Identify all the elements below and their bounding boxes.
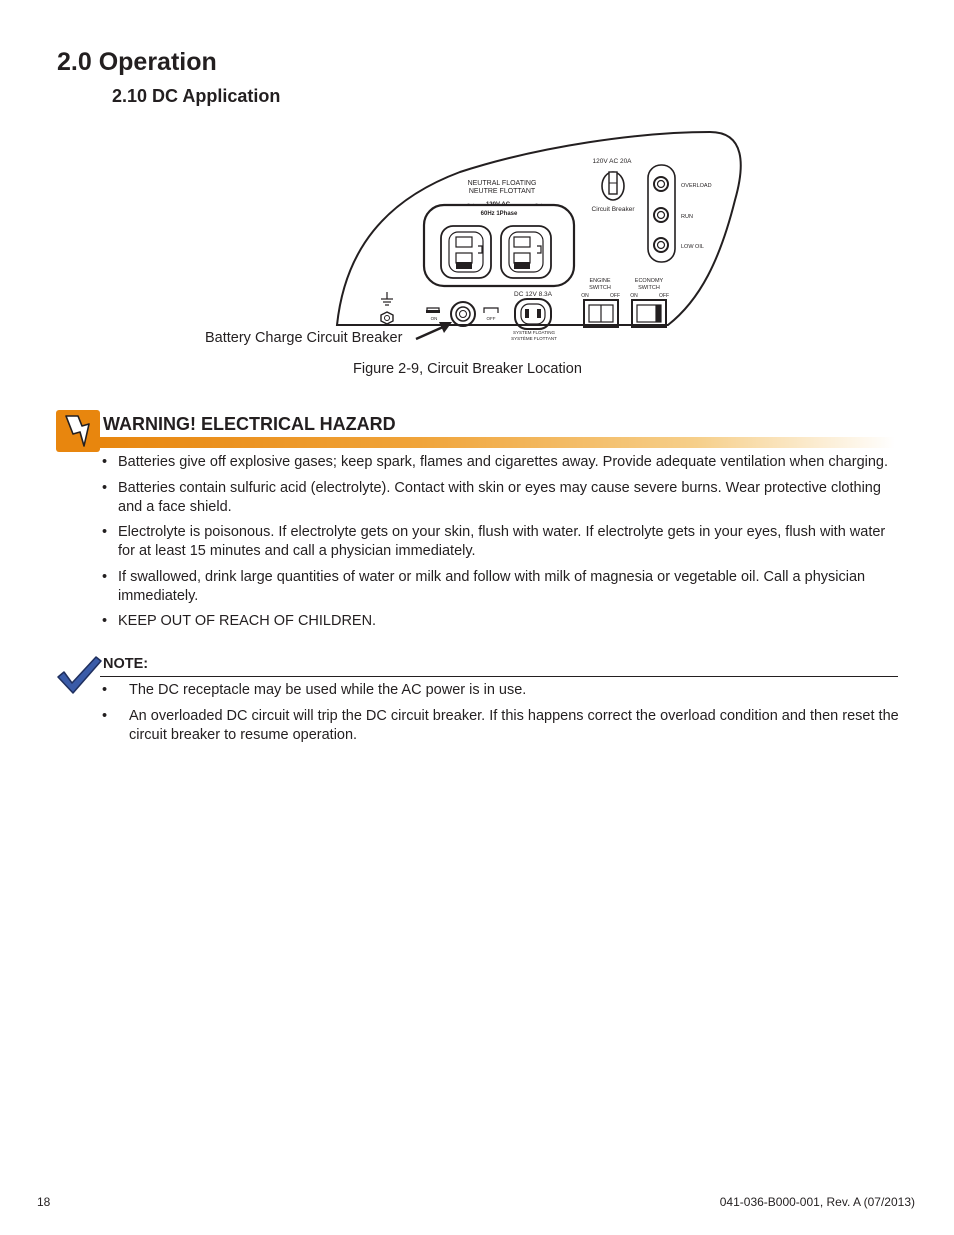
tilde-left: ~ <box>464 198 476 212</box>
economy-switch-label-1: ECONOMY <box>634 278 664 284</box>
overload-lamp <box>654 177 668 191</box>
indicator-panel <box>648 165 675 262</box>
callout-label: Battery Charge Circuit Breaker <box>205 330 403 346</box>
phase-label: 60Hz 1Phase <box>480 211 518 217</box>
checkmark-icon <box>56 655 102 695</box>
list-item: • Batteries contain sulfuric acid (electrolyte). Contact with skin or eyes may cause severe burns. Wear protective clothing and a face shield. <box>102 479 881 515</box>
page-number: 18 <box>37 1195 51 1209</box>
run-label: RUN <box>681 214 693 220</box>
page-title: 2.0 Operation <box>57 48 217 76</box>
systeme-flottant-label: SYSTÈME FLOTTANT <box>511 336 557 341</box>
economy-off-label: OFF <box>659 293 669 299</box>
circuit-breaker-label: Circuit Breaker <box>591 206 635 213</box>
warning-title: WARNING! ELECTRICAL HAZARD <box>103 414 396 434</box>
dc-off-indicator <box>484 308 498 313</box>
note-title: NOTE: <box>103 656 149 672</box>
ground-terminal <box>381 312 393 324</box>
dc-on-indicator <box>426 308 440 313</box>
note-rule <box>100 676 898 677</box>
economy-on-label: ON <box>630 293 638 299</box>
dc-on-label: ON <box>430 316 438 321</box>
warning-list <box>102 453 902 638</box>
run-lamp <box>654 208 668 222</box>
low-oil-label: LOW OIL <box>681 244 704 250</box>
engine-switch-label-2: SWITCH <box>589 285 611 291</box>
ac-rating-label: 120V AC <box>485 202 511 208</box>
section-title: 2.10 DC Application <box>112 86 281 106</box>
list-item: • An overloaded DC circuit will trip the DC circuit breaker. If this happens correct the overload condition and then reset the circuit breaker to resume operation. <box>102 707 899 743</box>
ground-icon <box>381 292 393 305</box>
tilde-right: ~ <box>532 198 544 212</box>
warning-banner-rule <box>100 437 895 448</box>
economy-switch-label-2: SWITCH <box>638 285 660 291</box>
lightning-bolt-icon <box>56 410 100 452</box>
neutral-floating-label: NEUTRAL FLOATING <box>467 180 537 187</box>
ac-receptacle-left <box>441 226 491 278</box>
list-item: • The DC receptacle may be used while the AC power is in use. <box>102 682 527 698</box>
list-item: • KEEP OUT OF REACH OF CHILDREN. <box>102 613 377 629</box>
engine-on-label: ON <box>581 293 589 299</box>
neutre-flottant-label: NEUTRE FLOTTANT <box>468 188 536 195</box>
breaker-rating-label: 120V AC 20A <box>592 158 632 165</box>
overload-label: OVERLOAD <box>681 183 712 189</box>
ac-circuit-breaker <box>602 172 624 200</box>
dc-rating-label: DC 12V 8.3A <box>514 291 552 298</box>
figure-caption: Figure 2-9, Circuit Breaker Location <box>353 361 582 377</box>
note-list <box>102 681 902 751</box>
engine-switch-label-1: ENGINE <box>589 278 611 284</box>
low-oil-lamp <box>654 238 668 252</box>
document-id: 041-036-B000-001, Rev. A (07/2013) <box>719 1195 915 1209</box>
system-floating-label: SYSTEM FLOATING <box>513 330 555 335</box>
list-item: • Electrolyte is poisonous. If electrolyte gets on your skin, flush with water. If electrolyte gets in your eyes, flush with water for at least 15 minutes and call a physician immediately. <box>102 524 886 559</box>
economy-switch <box>632 300 666 327</box>
list-item: • Batteries give off explosive gases; keep spark, flames and cigarettes away. Provide adequate ventilation when charging. <box>102 454 889 470</box>
dc-circuit-breaker <box>451 302 475 326</box>
ac-receptacle-right <box>501 226 551 278</box>
engine-off-label: OFF <box>610 293 620 299</box>
list-item: • If swallowed, drink large quantities of water or milk and follow with milk of magnesia or vegetable oil. Call a physician immediately. <box>102 568 866 604</box>
generator-panel-figure <box>0 125 954 360</box>
engine-switch <box>584 300 618 327</box>
dc-off-label: OFF <box>486 316 496 321</box>
